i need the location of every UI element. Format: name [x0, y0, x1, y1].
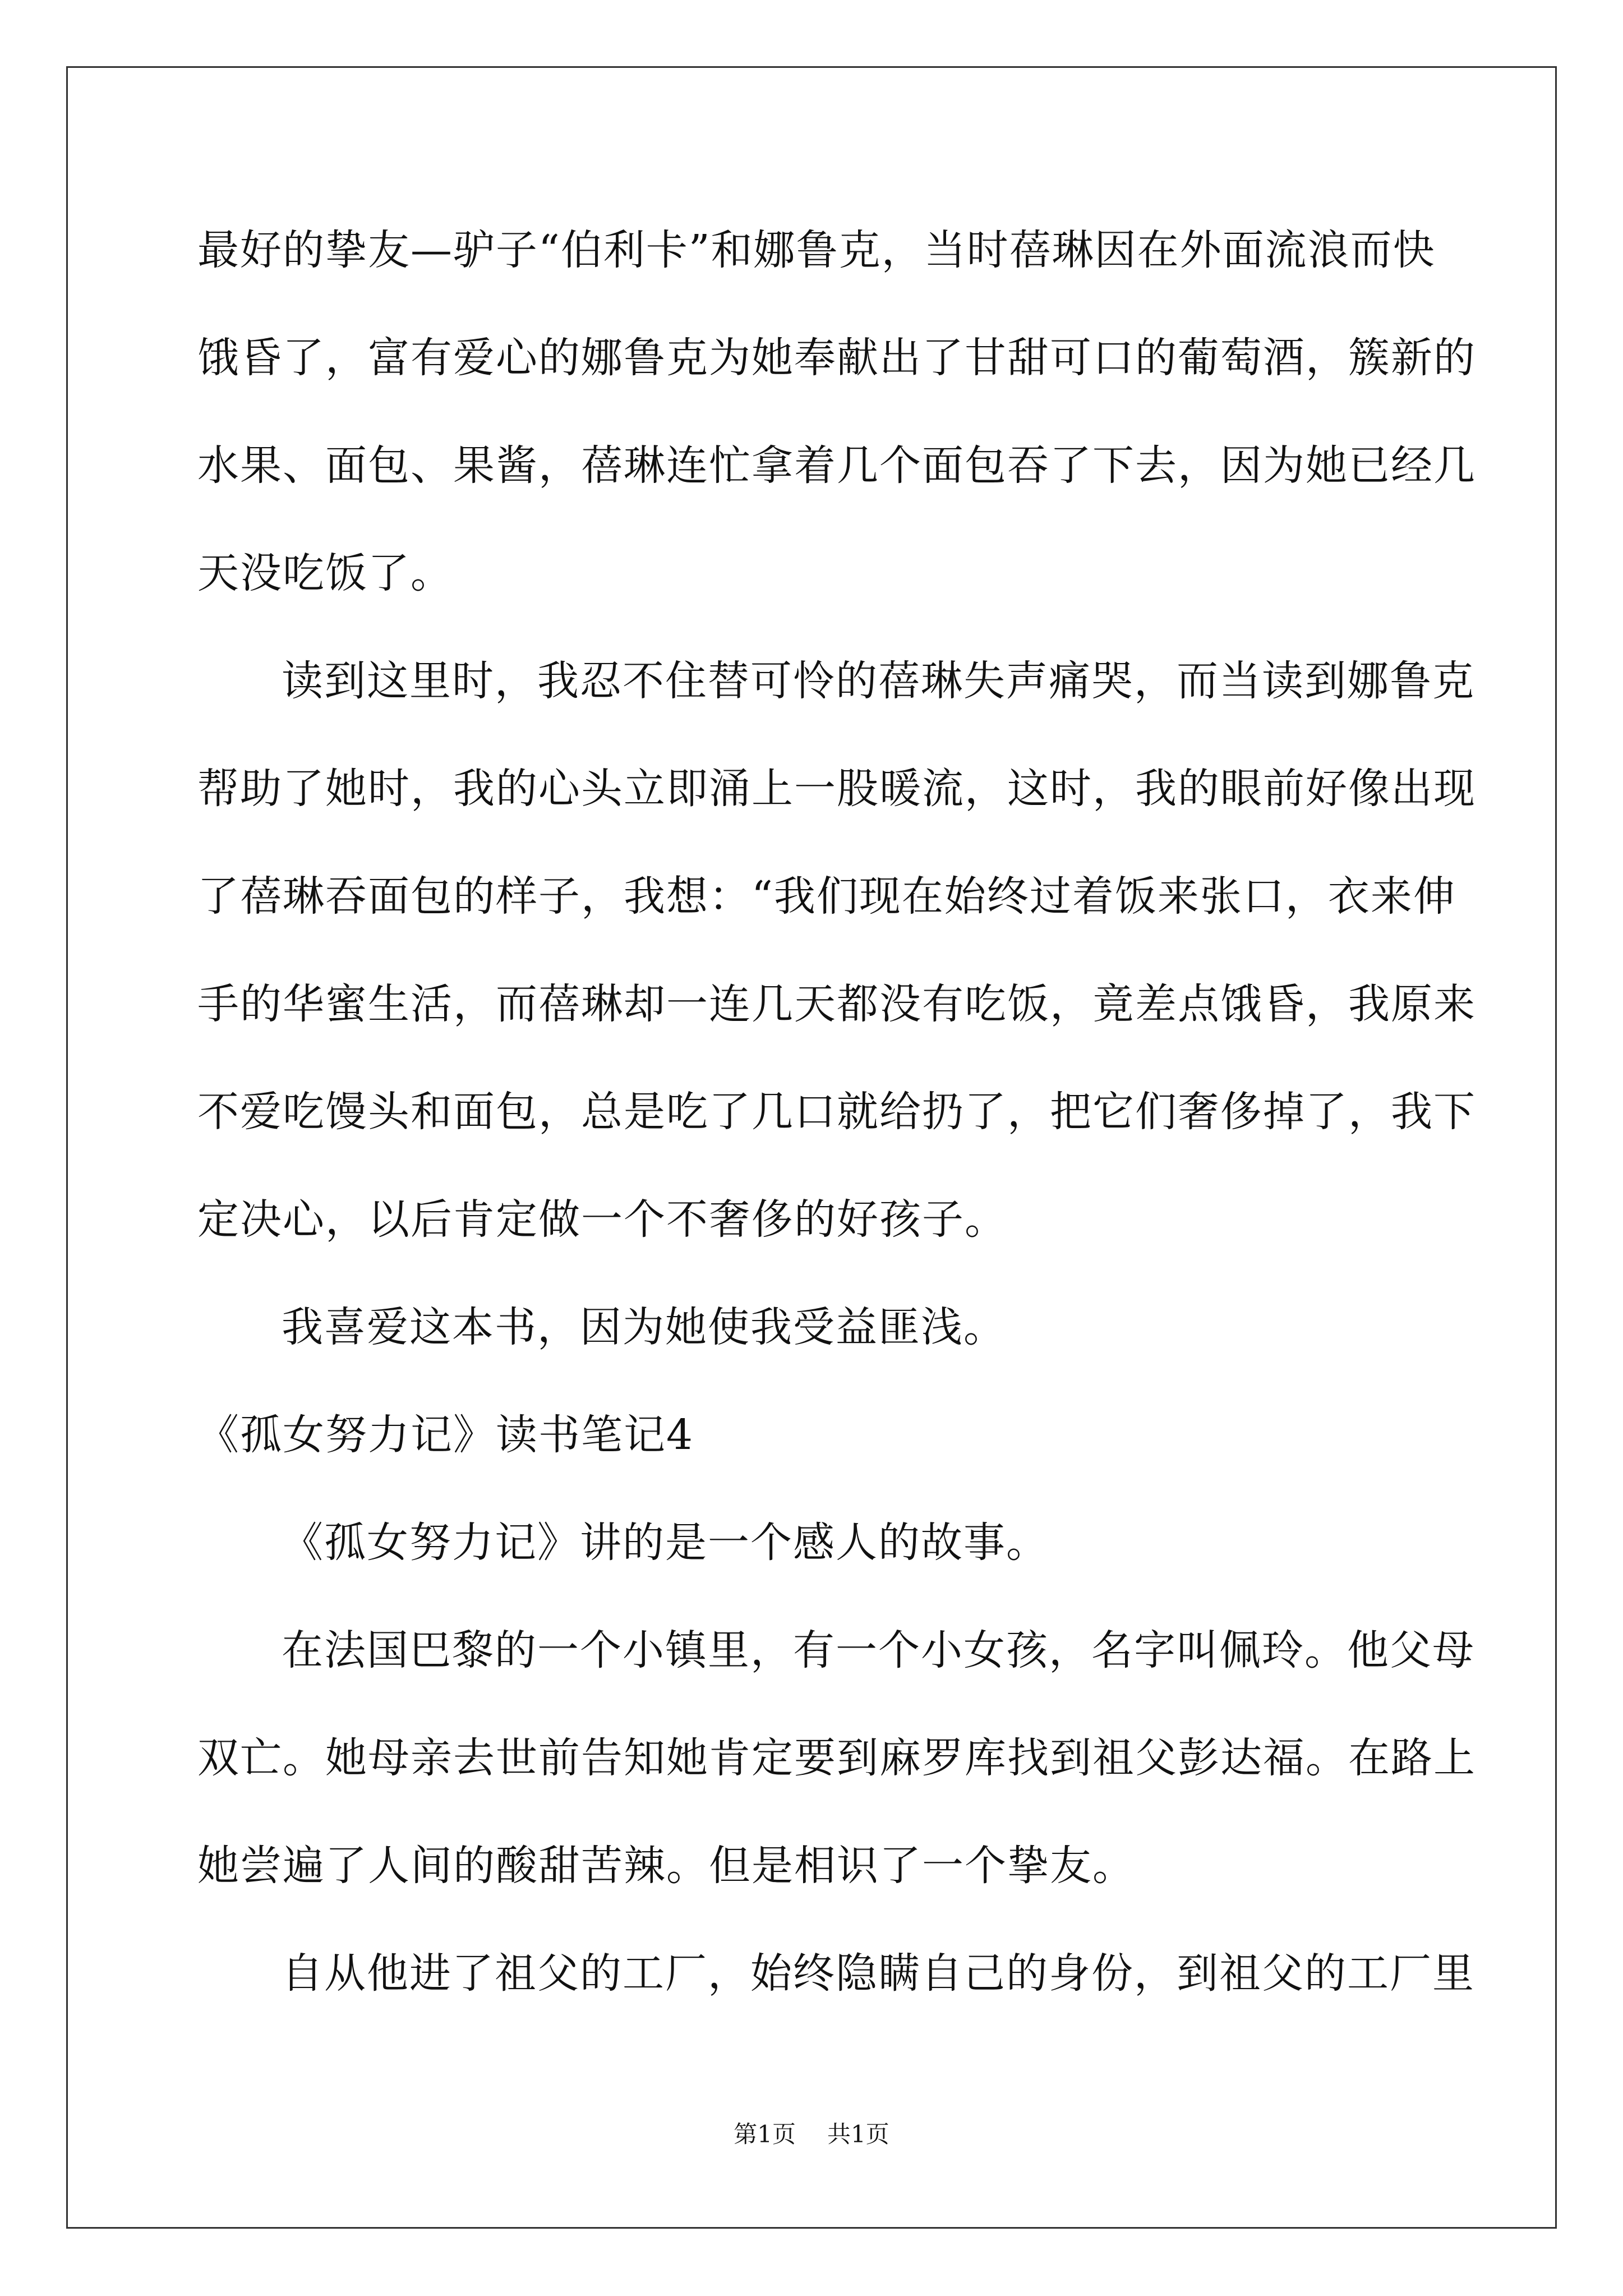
text-line: 在法国巴黎的一个小镇里，有一个小女孩，名字叫佩玲。他父母	[282, 1626, 1475, 1674]
text-line: 她尝遍了人间的酸甜苦辣。但是相识了一个挚友。	[197, 1842, 1135, 1890]
text-line: 最好的挚友—驴子“伯利卡”和娜鲁克，当时蓓琳因在外面流浪而快	[197, 226, 1436, 274]
text-line: 帮助了她时，我的心头立即涌上一股暖流，这时，我的眼前好像出现	[197, 765, 1476, 813]
text-line: 饿昏了，富有爱心的娜鲁克为她奉献出了甘甜可口的葡萄酒，簇新的	[197, 334, 1476, 382]
text-line: 了蓓琳吞面包的样子，我想：“我们现在始终过着饭来张口，衣来伸	[197, 872, 1456, 921]
text-line: 手的华蜜生活，而蓓琳却一连几天都没有吃饭，竟差点饿昏，我原来	[197, 980, 1476, 1028]
page-footer	[0, 2118, 1623, 2151]
text-line: 不爱吃馒头和面包，总是吃了几口就给扔了，把它们奢侈掉了，我下	[197, 1088, 1476, 1136]
page-total: 共1页	[827, 2120, 889, 2148]
text-line: 读到这里时，我忍不住替可怜的蓓琳失声痛哭，而当读到娜鲁克	[282, 657, 1475, 705]
text-line: 自从他进了祖父的工厂，始终隐瞒自己的身份，到祖父的工厂里	[282, 1949, 1475, 1998]
document-body	[197, 219, 1476, 2050]
text-line: 双亡。她母亲去世前告知她肯定要到麻罗库找到祖父彭达福。在路上	[197, 1734, 1476, 1782]
text-line: 天没吃饭了。	[197, 549, 453, 597]
page-number: 第1页	[734, 2120, 796, 2148]
text-line: 水果、面包、果酱，蓓琳连忙拿着几个面包吞了下去，因为她已经几	[197, 441, 1476, 490]
text-line: 我喜爱这本书，因为她使我受益匪浅。	[282, 1303, 1006, 1351]
section-heading: 《孤女努力记》读书笔记4	[197, 1411, 694, 1459]
text-line: 定决心，以后肯定做一个不奢侈的好孩子。	[197, 1195, 1007, 1244]
text-line: 《孤女努力记》讲的是一个感人的故事。	[282, 1519, 1049, 1567]
